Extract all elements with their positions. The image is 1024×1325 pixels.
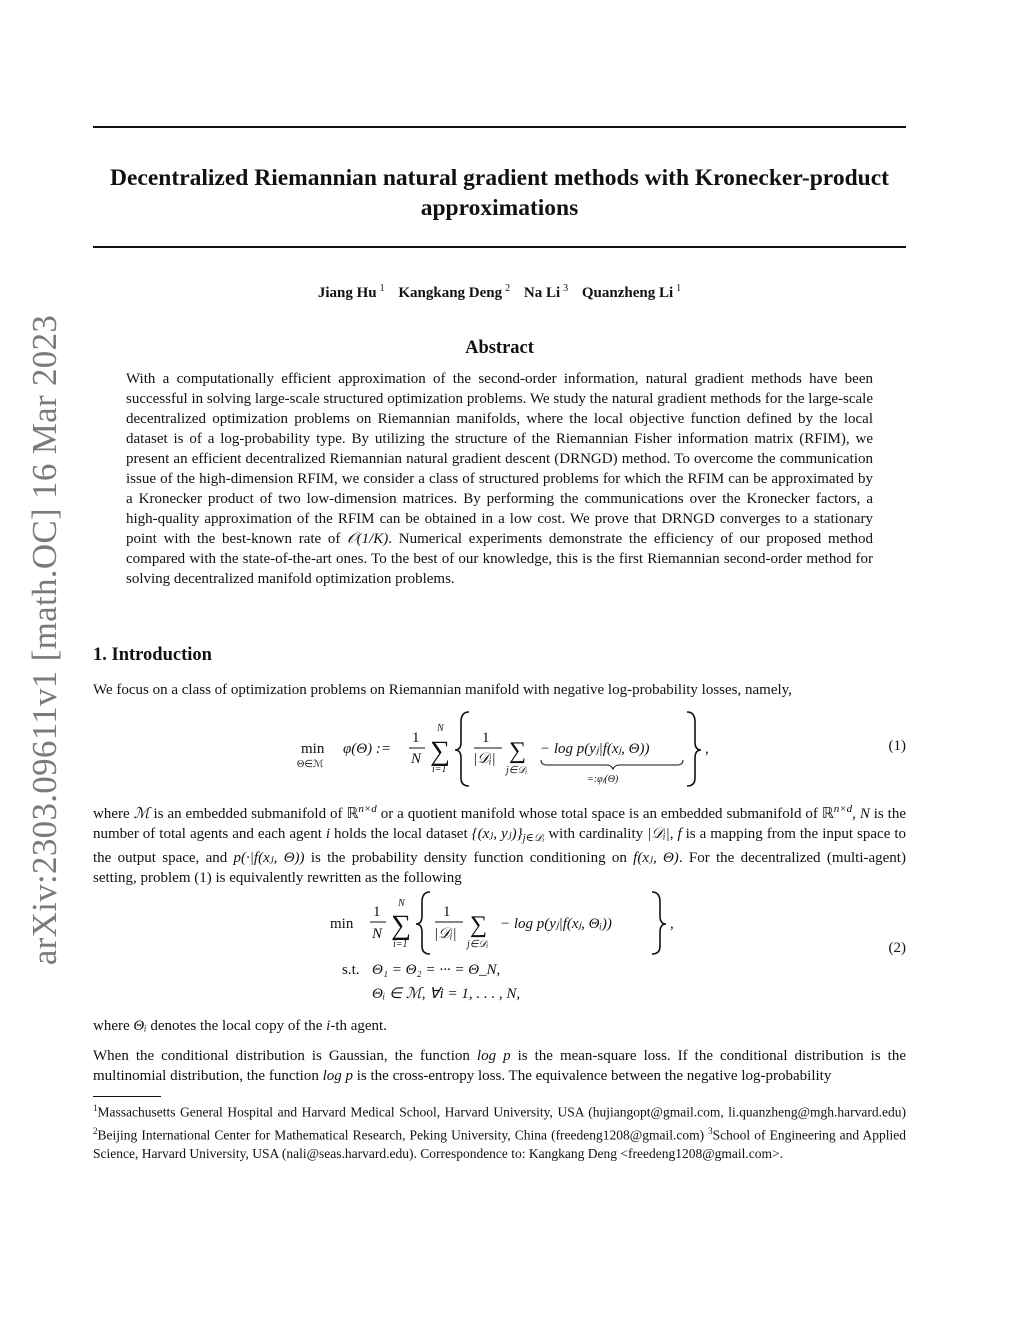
footnote-rule	[93, 1096, 161, 1097]
eq2-st: s.t.	[342, 962, 360, 978]
arxiv-identifier: arXiv:2303.09611v1 [math.OC] 16 Mar 2023	[25, 314, 64, 966]
eq2-sum: ∑	[391, 910, 411, 941]
eq1-sum-bottom: i=1	[432, 764, 447, 775]
eq1-sum: ∑	[430, 736, 450, 767]
where-paragraph-2: where Θᵢ denotes the local copy of the i-th agent.	[93, 1018, 387, 1034]
section-heading-introduction: 1. Introduction	[93, 645, 212, 665]
eq2-left-brace	[416, 892, 430, 954]
abstract-text: With a computationally efficient approximation of the second-order information, natural gradient methods have been successful in solving large-scale structured optimization problems. We study the natural gradient methods for the large-scale decentralized optimization problems on Riemannian manifolds, where the local objective function defined by the local dataset is of a log-probability type. By utilizing the structure of the Riemannian Fisher information matrix (RFIM), we present an efficient decentralized Riemannian natural gradient descent (DRNGD) method. To overcome the communication issue of the high-dimension RFIM, we consider a class of structured problems for which the RFIM can be approximated by a Kronecker product of two low-dimension matrices. By performing the communications over the Kronecker factors, a high-quality approximation of the RFIM can be obtained in a low cost. We prove that DRNGD converges to a stationary point with the best-known rate of 𝒪(1/K). Numerical experiments demonstrate the efficiency of our proposed method compared with the state-of-the-art ones. To the best of our knowledge, this is the first Riemannian second-order method for solving decentralized manifold optimization problems.	[126, 371, 874, 587]
eq2-right-brace	[652, 892, 666, 954]
abstract-heading: Abstract	[465, 338, 534, 358]
footnote: $^1$Massachusetts General Hospital and Harvard Medical School, Harvard University, USA (hujiangopt@gmail.com, li.quanzheng@mgh.harvard.edu) $^2$Beijing International Center for Mathematical Research, Peking University, China (freedeng1208@gmail.com) $^3$School of Engineering and Applied Science, Harvard University, USA (nali@seas.harvard.edu). Correspondence to: Kangkang Deng <freedeng1208@gmail.com>.	[93, 1103, 907, 1161]
paper-title: Decentralized Riemannian natural gradient methods with Kronecker-product approximations	[110, 165, 889, 221]
eq1-N: N	[411, 751, 422, 767]
eq2-term: − log p(yⱼ|f(xⱼ, Θᵢ))	[500, 916, 612, 932]
title-rule-top	[93, 126, 906, 128]
eq1-lhs: φ(Θ) :=	[343, 741, 391, 757]
eq2-inner-sum: ∑	[470, 912, 488, 938]
author: Quanzheng Li $^1$	[581, 283, 682, 301]
eq1-inner-sum: ∑	[509, 738, 527, 764]
equation-2	[330, 890, 690, 1010]
author: Kangkang Deng $^2$	[398, 283, 511, 301]
eq2-inner-one: 1	[443, 904, 451, 920]
eq2-constraint-2: Θᵢ ∈ ℳ, ∀i = 1, . . . , N,	[372, 986, 521, 1002]
eq2-one: 1	[373, 904, 381, 920]
eq1-inner-sum-bottom: j∈𝒟ᵢ	[506, 765, 528, 776]
eq2-N: N	[372, 926, 383, 942]
eq2-sum-top: N	[398, 898, 405, 909]
equation-1-number: (1)	[888, 738, 906, 754]
eq1-underbrace-label: =:φⱼ(Θ)	[587, 774, 619, 785]
eq2-inner-sum-bottom: j∈𝒟ᵢ	[467, 939, 489, 950]
eq1-one: 1	[412, 730, 420, 746]
eq1-term: − log p(yⱼ|f(xⱼ, Θ))	[540, 741, 650, 757]
eq2-inner-den: |𝒟ᵢ|	[434, 926, 457, 942]
author-list	[93, 283, 906, 302]
convergence-rate: 𝒪(1/K)	[347, 531, 389, 547]
eq1-underbrace	[541, 760, 683, 769]
title-rule-bottom	[93, 246, 906, 248]
eq1-left-brace	[455, 712, 469, 786]
conditional-paragraph: When the conditional distribution is Gaussian, the function log p is the mean-square loss. If the conditional distribution is the multinomial distribution, the function log p is the cross-entropy loss. The equivalence between the negative log-probability	[93, 1048, 907, 1084]
eq1-min-sub: Θ∈ℳ	[297, 759, 324, 770]
intro-paragraph: We focus on a class of optimization problems on Riemannian manifold with negative log-probability losses, namely,	[93, 682, 792, 698]
where-paragraph: where ℳ is an embedded submanifold of ℝ$^{n\times d}$ or a quotient manifold whose total space is an embedded submanifold of ℝ$^{n\times d}$, N is the number of total agents and each agent i holds the local dataset {(xⱼ, $yⱼ)\}_{j\in 𝒟ᵢ}$ with cardinality |𝒟ᵢ|, f is a mapping from the input space to the output space, and p(·|f(xⱼ, Θ)) is the probability density function conditioning on f(xⱼ, Θ). For the decentralized (multi-agent) setting, problem (1) is equivalently rewritten as the following	[93, 803, 907, 886]
eq2-sum-bottom: i=1	[393, 939, 408, 950]
eq2-constraint-1: Θ₁ = Θ₂ = ··· = Θ_N,	[372, 962, 501, 978]
eq1-inner-den: |𝒟ᵢ|	[473, 751, 496, 767]
eq1-inner-one: 1	[482, 730, 490, 746]
eq1-min: min	[301, 741, 325, 757]
eq2-min: min	[330, 916, 354, 932]
eq1-comma: ,	[705, 741, 709, 757]
eq2-comma: ,	[670, 916, 674, 932]
author: Na Li $^3$	[523, 283, 569, 301]
eq1-right-brace	[687, 712, 701, 786]
eq1-sum-top: N	[437, 723, 444, 734]
author: Jiang Hu $^1$	[317, 283, 385, 301]
eq-ref-1: (1)	[194, 870, 212, 886]
equation-2-number: (2)	[888, 940, 906, 956]
equation-1	[297, 708, 717, 788]
